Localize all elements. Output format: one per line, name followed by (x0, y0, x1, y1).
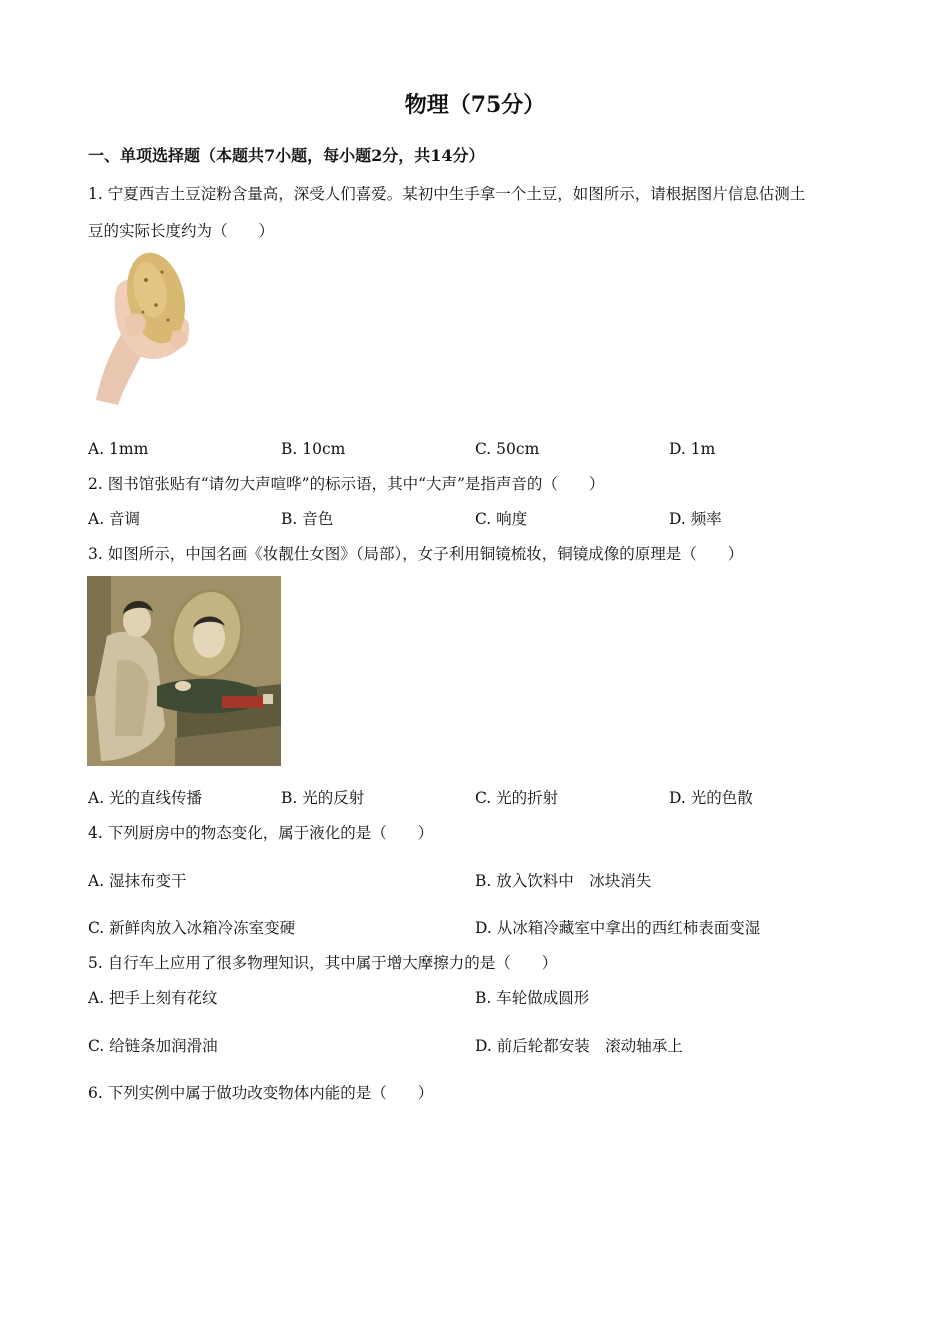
question-1-option-d: D. 1m (669, 440, 716, 458)
question-5-option-d: D. 前后轮都安装 滚动轴承上 (475, 1037, 683, 1055)
question-1-stem-line-2: 豆的实际长度约为（ ） (88, 222, 275, 240)
question-5-option-b: B. 车轮做成圆形 (475, 989, 590, 1007)
question-5-option-c: C. 给链条加润滑油 (88, 1037, 218, 1055)
question-2-option-c: C. 响度 (475, 510, 528, 528)
question-2-stem: 2. 图书馆张贴有“请勿大声喧哗”的标示语，其中“大声”是指声音的（ ） (88, 475, 605, 493)
question-2-option-a: A. 音调 (88, 510, 141, 528)
question-6-stem: 6. 下列实例中属于做功改变物体内能的是（ ） (88, 1084, 434, 1102)
section-heading: 一、单项选择题（本题共7小题，每小题2分，共14分） (88, 146, 485, 165)
hand-holding-potato-image (88, 250, 203, 405)
question-1-option-b: B. 10cm (281, 440, 346, 458)
question-3-option-b: B. 光的反射 (281, 789, 365, 807)
question-2-option-b: B. 音色 (281, 510, 334, 528)
question-5-stem: 5. 自行车上应用了很多物理知识，其中属于增大摩擦力的是（ ） (88, 954, 558, 972)
question-4-option-b: B. 放入饮料中 冰块消失 (475, 872, 652, 890)
question-2-option-d: D. 频率 (669, 510, 722, 528)
question-3-option-d: D. 光的色散 (669, 789, 753, 807)
question-3-option-c: C. 光的折射 (475, 789, 559, 807)
ancient-painting-bronze-mirror-image (87, 576, 281, 766)
question-5-option-a: A. 把手上刻有花纹 (88, 989, 218, 1007)
question-3-option-a: A. 光的直线传播 (88, 789, 203, 807)
question-1-option-a: A. 1mm (88, 440, 149, 458)
question-4-option-c: C. 新鲜肉放入冰箱冷冻室变硬 (88, 919, 296, 937)
question-4-stem: 4. 下列厨房中的物态变化，属于液化的是（ ） (88, 824, 434, 842)
question-1-option-c: C. 50cm (475, 440, 540, 458)
question-4-option-a: A. 湿抹布变干 (88, 872, 187, 890)
question-1-stem-line-1: 1. 宁夏西吉土豆淀粉含量高，深受人们喜爱。某初中生手拿一个土豆，如图所示，请根据图片信息估测土 (88, 185, 806, 203)
page-title: 物理（75分） (404, 92, 546, 118)
question-3-stem: 3. 如图所示，中国名画《妆靓仕女图》（局部），女子利用铜镜梳妆，铜镜成像的原理是（ ） (88, 545, 744, 563)
question-4-option-d: D. 从冰箱冷藏室中拿出的西红柿表面变湿 (475, 919, 761, 937)
